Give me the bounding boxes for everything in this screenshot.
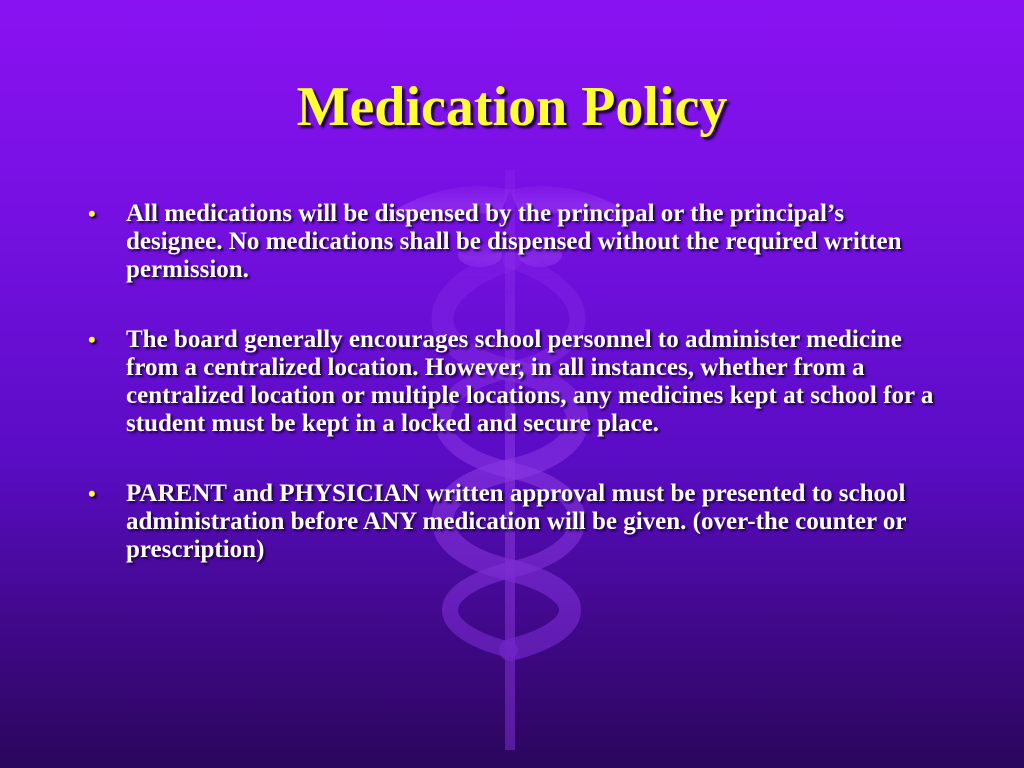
bullet-icon: • xyxy=(88,201,96,226)
bullet-item xyxy=(88,326,938,438)
bullet-list xyxy=(88,200,938,606)
bullet-icon: • xyxy=(88,481,96,506)
slide-title: Medication Policy xyxy=(296,76,728,138)
bullet-text: All medications will be dispensed by the principal or the principal’s designee. No medications shall be dispensed without the required written permission. xyxy=(126,200,902,283)
bullet-icon: • xyxy=(88,327,96,352)
bullet-text: PARENT and PHYSICIAN written approval must be presented to school administration before ANY medication will be given. (over-the counter or prescription) xyxy=(126,480,907,563)
bullet-item xyxy=(88,480,938,564)
bullet-text: The board generally encourages school personnel to administer medicine from a centralized location. However, in all instances, whether from a centralized location or multiple locations, any medicines kept at school for a student must be kept in a locked and secure place. xyxy=(126,326,934,437)
bullet-item xyxy=(88,200,938,284)
